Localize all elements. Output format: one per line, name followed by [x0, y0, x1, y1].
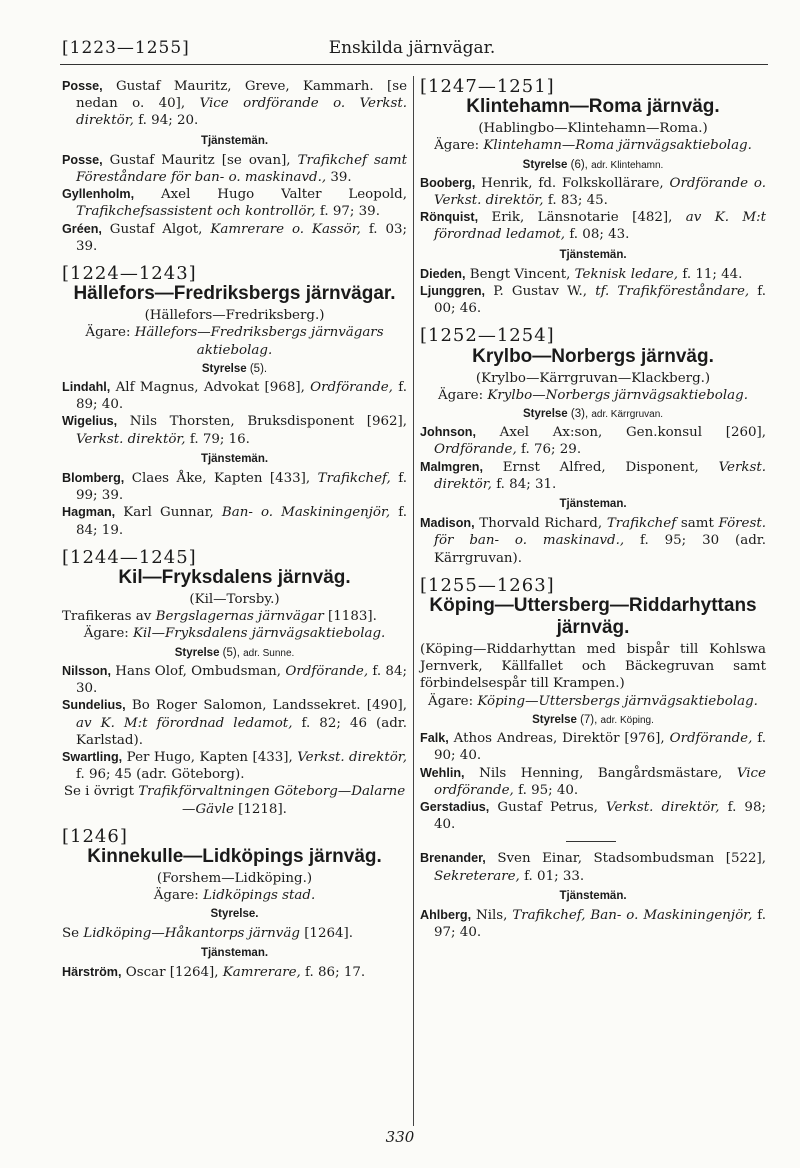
board-label: Styrelse. [210, 908, 259, 921]
entry-text: Bengt Vincent, [465, 266, 575, 282]
entry-johnson [420, 424, 766, 458]
railway-number: [1255—1263] [420, 574, 555, 596]
board-count: (6), [567, 158, 592, 171]
entry-tail: f. 03; 39. [76, 221, 407, 254]
board-heading [420, 712, 766, 729]
railway-owner [420, 693, 766, 710]
entry-tail: 39. [326, 170, 352, 186]
board-address: adr. Klintehamn. [591, 159, 664, 171]
entry-name: Ahlberg, [420, 907, 472, 922]
entry-tail: f. 08; 43. [565, 227, 630, 243]
entry-role: Verkst. direktör, [434, 459, 766, 492]
board-heading [420, 157, 766, 174]
railway-title: Kinnekulle—Lidköpings järnväg. [87, 845, 382, 867]
entry-name: Sundelius, [62, 698, 126, 713]
entry-role: Sekreterare, [434, 868, 520, 884]
entry-name: Brenander, [420, 851, 486, 866]
railway-owner [420, 137, 766, 154]
entry-text: P. Gustav W., [485, 284, 596, 300]
owner-name: Klintehamn—Roma järnvägsaktiebolag. [483, 138, 752, 154]
entry-nilsson [62, 663, 407, 697]
entry-text: Nils Henning, Bangårdsmästare, [464, 765, 737, 781]
entry-role: Kamrerare o. Kassör, [210, 221, 361, 237]
entry-tail: f. 11; 44. [678, 266, 743, 282]
railway-number: [1244—1245] [62, 546, 197, 568]
entry-role: Teknisk ledare, [574, 266, 679, 282]
entry-name: Härström, [62, 964, 122, 979]
left-column [62, 78, 407, 981]
entry-tail: f. 95; 30 (adr. Kärrgruvan). [434, 533, 766, 566]
entry-role: av K. M:t förordnad ledamot, [76, 715, 293, 731]
entry-text: Axel Ax:son, Gen.konsul [260], [475, 425, 766, 441]
entry-name: Gyllenholm, [62, 187, 135, 202]
entry-text: Hans Olof, Ombudsman, [111, 663, 286, 679]
entry-tail: f. 84; 30. [76, 663, 407, 697]
page-number: 330 [385, 1128, 415, 1146]
owner-label: Ägare: [83, 626, 134, 642]
railway-number: [1246] [62, 825, 128, 847]
entry-name: Lindahl, [62, 380, 111, 395]
entry-text: Claes Åke, Kapten [433], [124, 471, 318, 487]
entry-brenander [420, 850, 766, 884]
page-title: Enskilda järnvägar. [328, 38, 496, 58]
entry-role: Ordförande o. Verkst. direktör, [434, 175, 766, 209]
board-address: adr. Kärrgruvan. [591, 409, 664, 421]
see-target: Trafikförvaltningen Göteborg—Dalarne—Gävle [138, 784, 406, 817]
railway-title: Köping—Uttersberg—Riddarhyttans järnväg. [429, 595, 757, 639]
entry-ahlberg [420, 907, 766, 941]
entry-role: Ordförande, [310, 380, 393, 396]
owner-label: Ägare: [153, 888, 204, 904]
see-target: Lidköping—Håkantorps järnväg [83, 925, 300, 941]
entry-falk [420, 730, 766, 764]
entry-wehlin [420, 765, 766, 799]
entry-text: Erik, Länsnotarie [482], [478, 210, 686, 226]
entry-name: Malmgren, [420, 459, 483, 474]
entry-tail: f. 00; 46. [434, 284, 767, 317]
traffic-ref: [1183]. [323, 609, 377, 625]
entry-role: Vice ordförande o. Verkst. direktör, [76, 96, 407, 129]
entry-text: Gustaf Mauritz [se ovan], [102, 152, 298, 168]
entry-role: Ordförande, [434, 442, 517, 458]
entry-role-secondary: Förest. för ban- o. maskinavd., [434, 516, 766, 549]
entry-green [62, 221, 407, 255]
railway-route: (Hablingbo—Klintehamn—Roma.) [478, 121, 708, 137]
board-address: adr. Sunne. [243, 647, 295, 659]
board-label: Styrelse [522, 158, 568, 171]
board-count: (5), [219, 646, 244, 659]
entry-role: Ban- o. Maskiningenjör, [221, 505, 391, 521]
board-heading [62, 906, 407, 923]
railway-title: Krylbo—Norbergs järnväg. [472, 345, 714, 367]
entry-role: Ordförande, [669, 731, 753, 747]
section-heading: Tjänstemän. [200, 452, 269, 465]
entry-text: Gustaf Mauritz, Greve, Kammarh. [se nedan o. 40], [76, 79, 407, 112]
entry-tail: f. 98; 40. [434, 799, 766, 833]
entry-ronquist [420, 209, 766, 243]
board-count: (5). [246, 362, 268, 375]
entry-role: Verkst. direktör, [606, 799, 720, 815]
entry-text: Oscar [1264], [121, 964, 223, 980]
entry-text: Gustaf Petrus, [489, 799, 607, 815]
entry-madison [420, 515, 766, 567]
entry-name: Booberg, [420, 175, 476, 190]
entry-tail: f. 94; 20. [133, 113, 199, 129]
railway-title: Klintehamn—Roma järnväg. [466, 96, 720, 118]
separator-rule [566, 841, 616, 842]
page-range: [1223—1255] [62, 38, 190, 58]
entry-tail: f. 01; 33. [519, 868, 585, 884]
entry-name: Falk, [420, 731, 449, 746]
header-rule [60, 64, 768, 65]
owner-name: Krylbo—Norbergs järnvägsaktiebolag. [487, 387, 748, 403]
section-heading: Tjänstemän. [559, 248, 627, 261]
owner-label: Ägare: [434, 138, 484, 154]
railway-route: (Hällefors—Fredriksberg.) [144, 308, 325, 324]
railway-route: (Krylbo—Kärrgruvan—Klackberg.) [475, 370, 711, 386]
entry-name: Posse, [62, 152, 103, 167]
entry-text: Athos Andreas, Direktör [976], [448, 731, 670, 747]
board-heading [62, 645, 407, 662]
entry-name: Ljunggren, [420, 284, 486, 299]
board-label: Styrelse [522, 408, 568, 421]
entry-tail: f. 82; 46 (adr. Karlstad). [76, 715, 407, 748]
section-heading: Tjänsteman. [200, 946, 269, 959]
see-ref: [1218]. [233, 801, 287, 817]
owner-name: Köping—Uttersbergs järnvägsaktiebolag. [477, 693, 758, 709]
entry-blomberg [62, 470, 407, 504]
board-address: adr. Köping. [600, 714, 654, 726]
entry-text: Nils, [471, 907, 513, 923]
entry-name: Blomberg, [62, 471, 125, 486]
owner-name: Lidköpings stad. [203, 888, 316, 904]
see-prefix: Se [62, 925, 84, 941]
board-heading [420, 406, 766, 423]
entry-hagman [62, 504, 407, 538]
board-count: (7), [576, 713, 601, 726]
entry-swartling [62, 749, 407, 783]
entry-name: Swartling, [62, 749, 123, 764]
railway-traffic-note [62, 608, 407, 625]
railway-title: Kil—Fryksdalens järnväg. [118, 567, 351, 589]
entry-role: av K. M:t förordnad ledamot, [434, 210, 766, 243]
railway-number: [1224—1243] [62, 263, 197, 285]
entry-sundelius [62, 697, 407, 749]
right-column [420, 78, 766, 941]
railway-owner [420, 387, 766, 404]
entry-gyllenholm [62, 186, 407, 220]
see-also-note [62, 925, 407, 942]
entry-text: Thorvald Richard, [474, 516, 607, 532]
board-label: Styrelse [174, 646, 220, 659]
entry-role: Trafikchef, [317, 471, 391, 487]
entry-text: Alf Magnus, Advokat [968], [110, 380, 311, 396]
railway-owner [62, 324, 407, 358]
entry-text: Axel Hugo Valter Leopold, [134, 187, 407, 203]
entry-role: Verkst. direktör, [76, 431, 186, 447]
section-heading: Tjänstemän. [200, 134, 269, 147]
board-label: Styrelse [201, 362, 247, 375]
entry-text: Henrik, fd. Folkskollärare, [475, 175, 670, 191]
entry-role: Trafikchef samt Föreståndare för ban- o. maskinavd., [76, 152, 407, 186]
entry-name: Hagman, [62, 505, 116, 520]
entry-role: Ordförande, [285, 663, 369, 679]
entry-role: Vice ordförande, [434, 765, 766, 798]
entry-role: tf. Trafikföreståndare, [595, 284, 750, 300]
railway-route: (Kil—Torsby.) [189, 592, 280, 608]
see-also-note [62, 783, 407, 817]
entry-tail: f. 90; 40. [434, 731, 766, 764]
entry-tail: f. 76; 29. [516, 442, 582, 458]
entry-tail: f. 83; 45. [543, 193, 608, 209]
entry-tail: f. 79; 16. [185, 431, 250, 447]
entry-dieden [420, 266, 766, 283]
entry-text: Ernst Alfred, Disponent, [482, 459, 719, 475]
entry-name: Gréen, [62, 221, 102, 236]
entry-name: Wehlin, [420, 765, 465, 780]
entry-tail: f. 97; 39. [315, 204, 380, 220]
see-prefix: Se i övrigt [63, 784, 139, 800]
owner-label: Ägare: [428, 693, 478, 709]
railway-owner [62, 625, 407, 642]
entry-name: Posse, [62, 79, 103, 93]
entry-wigelius [62, 413, 407, 447]
entry-tail: f. 95; 40. [513, 782, 579, 798]
running-head [62, 38, 762, 62]
entry-role: Trafikchefsassistent och kontrollör, [76, 204, 316, 220]
owner-label: Ägare: [438, 387, 488, 403]
column-divider [413, 76, 414, 1126]
entry-text: Nils Thorsten, Bruksdisponent [962], [117, 414, 407, 430]
railway-route: (Forshem—Lidköping.) [156, 870, 313, 886]
entry-name: Dieden, [420, 266, 466, 281]
railway-number: [1247—1251] [420, 76, 555, 97]
entry-tail: f. 99; 39. [76, 471, 407, 504]
entry-name: Rönquist, [420, 210, 479, 225]
section-heading: Tjänstemän. [559, 889, 627, 902]
entry-text: Bo Roger Salomon, Landssekret. [490], [125, 698, 407, 714]
board-label: Styrelse [532, 713, 577, 726]
entry-name: Nilsson, [62, 663, 111, 678]
entry-tail: f. 86; 17. [300, 964, 366, 980]
owner-label: Ägare: [85, 325, 135, 341]
entry-booberg [420, 175, 766, 209]
traffic-operator: Bergslagernas järnvägar [155, 609, 324, 625]
entry-name: Johnson, [420, 425, 476, 440]
section-heading: Tjänsteman. [559, 498, 627, 511]
see-ref: [1264]. [299, 925, 353, 941]
entry-malmgren [420, 459, 766, 493]
entry-gerstadius [420, 799, 766, 833]
entry-name: Wigelius, [62, 414, 118, 429]
entry-text: Per Hugo, Kapten [433], [122, 749, 298, 765]
railway-title: Hällefors—Fredriksbergs järnvägar. [73, 283, 396, 305]
entry-ljunggren [420, 283, 766, 317]
entry-tail: f. 97; 40. [434, 907, 766, 941]
entry-tail: f. 89; 40. [76, 380, 407, 413]
entry-mid: samt [676, 516, 719, 532]
entry-name: Gerstadius, [420, 799, 490, 814]
owner-name: Kil—Fryksdalens järnvägsaktiebolag. [133, 626, 386, 642]
entry-text: Gustaf Algot, [101, 221, 211, 237]
entry-posse-2 [62, 152, 407, 186]
entry-tail: f. 96; 45 (adr. Göteborg). [76, 767, 245, 783]
board-heading [62, 361, 407, 378]
entry-tail: f. 84; 31. [491, 476, 557, 492]
entry-role: Trafikchef, Ban- o. Maskiningenjör, [512, 907, 753, 923]
railway-route: (Köping—Riddarhyttan med bispår till Kohlswa Jernverk, Källfallet och Bäckegruvan samt förbindelsespår till Krampen.) [420, 642, 766, 692]
entry-text: Sven Einar, Stadsombudsman [522], [485, 851, 766, 867]
entry-text: Karl Gunnar, [115, 505, 222, 521]
railway-owner [62, 887, 407, 904]
entry-harstrom [62, 964, 407, 981]
entry-role: Kamrerare, [222, 964, 301, 980]
entry-tail: f. 84; 19. [76, 505, 407, 538]
railway-number: [1252—1254] [420, 325, 555, 347]
entry-role: Trafikchef [606, 516, 677, 532]
board-count: (3), [567, 408, 592, 421]
traffic-prefix: Trafikeras av [62, 609, 156, 625]
entry-name: Madison, [420, 516, 475, 531]
entry-role: Verkst. direktör, [297, 749, 407, 765]
entry-lindahl [62, 379, 407, 413]
entry-posse-1 [62, 78, 407, 130]
owner-name: Hällefors—Fredriksbergs järnvägars aktiebolag. [134, 325, 384, 358]
